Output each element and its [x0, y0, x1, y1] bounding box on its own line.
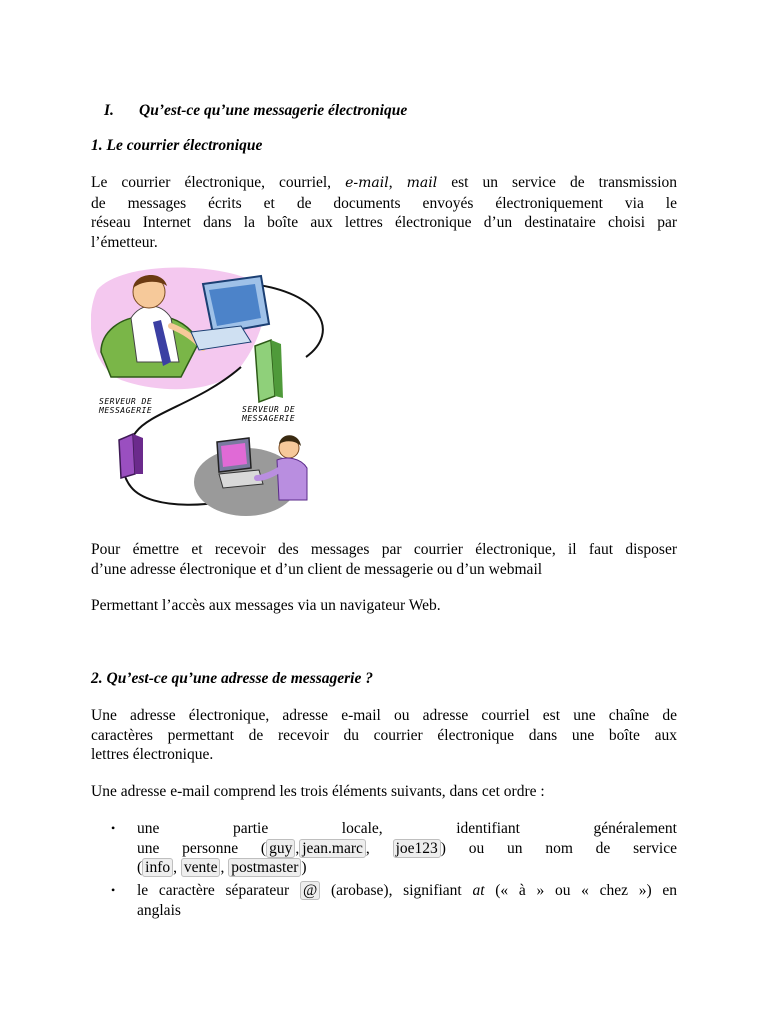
- example-local-part: jean.marc: [299, 839, 366, 858]
- paragraph-line: caractères permettant de recevoir du courrier électronique dans une boîte aux: [91, 726, 677, 744]
- section-1-title: 1. Le courrier électronique: [91, 137, 263, 154]
- email-network-illustration: [91, 262, 335, 524]
- network-diagram: [91, 262, 335, 524]
- list-item: [91, 881, 677, 923]
- server-icon: [119, 434, 135, 478]
- section-2-title: 2. Qu’est-ce qu’une adresse de messagerie ?: [91, 670, 373, 687]
- section-1-paragraph-3: Permettant l’accès aux messages via un navigateur Web.: [91, 597, 441, 614]
- bullet-icon: •: [111, 821, 116, 835]
- paragraph-line: réseau Internet dans la boîte aux lettres électronique d’un destinataire choisi par: [91, 214, 677, 231]
- list-item-line: une partie locale, identifiant généralement: [137, 820, 677, 837]
- paragraph-line: d’une adresse électronique et d’un client de messagerie ou d’un webmail: [91, 560, 543, 578]
- section-2-paragraph-1: [91, 706, 677, 765]
- server-label-right-2: MESSAGERIE: [242, 414, 296, 423]
- paragraph-line: l’émetteur.: [91, 233, 158, 251]
- section-1-paragraph-1: [91, 173, 677, 252]
- paragraph-line: de messages écrits et de documents envoyés électroniquement via le: [91, 194, 677, 212]
- paragraph-line: Pour émettre et recevoir des messages par courrier électronique, il faut disposer: [91, 541, 677, 558]
- shirt-icon: [277, 458, 307, 500]
- section-1-paragraph-2: [91, 540, 677, 579]
- server-label-right-1: SERVEUR DE: [242, 405, 296, 414]
- paragraph-line: Le courrier électronique, courriel, e-mail, mail est un service de transmission: [91, 174, 678, 191]
- list-item: [91, 819, 677, 881]
- server-label-left-1: SERVEUR DE: [99, 397, 153, 406]
- example-service-name: postmaster: [228, 858, 301, 877]
- example-service-name: info: [142, 858, 173, 877]
- list-item-line: le caractère séparateur @ (arobase), signifiant at (« à » ou « chez ») en: [137, 882, 677, 899]
- paragraph-line: Une adresse électronique, adresse e-mail ou adresse courriel est une chaîne de: [91, 707, 677, 724]
- server-label-left-2: MESSAGERIE: [99, 406, 153, 415]
- example-service-name: vente: [181, 858, 221, 877]
- bullet-icon: •: [111, 883, 116, 897]
- list-item-line: ( info , vente , postmaster ): [137, 859, 307, 876]
- heading-1-number: I.: [104, 102, 114, 119]
- at-symbol: @: [300, 881, 320, 900]
- list-item-line: anglais: [137, 901, 181, 919]
- example-local-part: guy: [266, 839, 295, 858]
- monitor-screen-icon: [221, 443, 247, 467]
- paragraph-line: lettres électronique.: [91, 746, 214, 763]
- heading-1-title: Qu’est-ce qu’une messagerie électronique: [139, 102, 408, 119]
- example-local-part: joe123: [393, 839, 441, 858]
- list-item-line: une personne ( guy , jean.marc , joe123 ) ou un nom de service: [137, 839, 677, 857]
- address-parts-list: [91, 819, 677, 923]
- section-2-paragraph-2: Une adresse e-mail comprend les trois éléments suivants, dans cet ordre :: [91, 783, 545, 800]
